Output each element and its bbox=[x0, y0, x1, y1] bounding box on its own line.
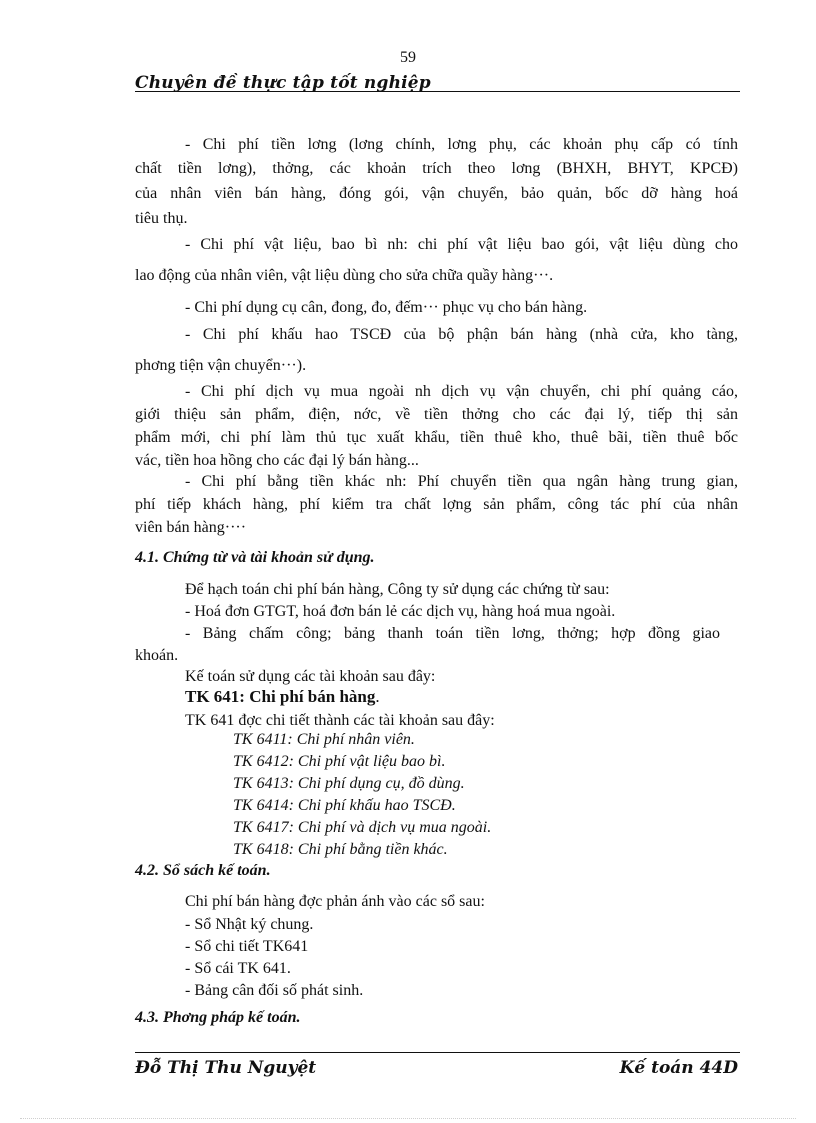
page-edge-dots bbox=[20, 1118, 796, 1119]
section-heading: 4.3. Phơng pháp kế toán. bbox=[135, 1009, 301, 1026]
list-item: - Sổ Nhật ký chung. bbox=[185, 916, 314, 933]
footer-divider bbox=[135, 1052, 740, 1053]
header-title: Chuyên đề thực tập tốt nghiệp bbox=[135, 73, 431, 93]
paragraph-line: tiêu thụ. bbox=[135, 210, 188, 227]
footer-author: Đỗ Thị Thu Nguyệt bbox=[135, 1058, 317, 1078]
footer-class: Kế toán 44D bbox=[619, 1058, 738, 1078]
paragraph-line: - Chi phí vật liệu, bao bì nh: chi phí vật liệu bao gói, vật liệu dùng cho bbox=[185, 236, 738, 253]
section-heading: 4.2. Sổ sách kế toán. bbox=[135, 862, 271, 879]
paragraph-line: - Bảng chấm công; bảng thanh toán tiền lơng, thởng; hợp đồng giao bbox=[185, 625, 720, 642]
paragraph-line: giới thiệu sản phẩm, điện, nớc, về tiền thởng cho các đại lý, tiếp thị sản bbox=[135, 406, 738, 423]
paragraph-line: - Chi phí dịch vụ mua ngoài nh dịch vụ vận chuyển, chi phí quảng cáo, bbox=[185, 383, 738, 400]
account-item: TK 6418: Chi phí bằng tiền khác. bbox=[233, 841, 448, 858]
paragraph-line: - Hoá đơn GTGT, hoá đơn bán lẻ các dịch vụ, hàng hoá mua ngoài. bbox=[185, 603, 616, 620]
page-number: 59 bbox=[400, 49, 416, 66]
paragraph-line: phẩm mới, chi phí làm thủ tục xuất khẩu, tiền thuê kho, thuê bãi, tiền thuê bốc bbox=[135, 429, 738, 446]
paragraph-line: Kế toán sử dụng các tài khoản sau đây: bbox=[185, 668, 436, 685]
list-item: - Sổ cái TK 641. bbox=[185, 960, 291, 977]
paragraph-line: Chi phí bán hàng đợc phản ánh vào các sổ sau: bbox=[185, 893, 485, 910]
section-heading: 4.1. Chứng từ và tài khoản sử dụng. bbox=[135, 549, 375, 566]
paragraph-line: vác, tiền hoa hồng cho các đại lý bán hàng... bbox=[135, 452, 419, 469]
list-item: - Bảng cân đối số phát sinh. bbox=[185, 982, 364, 999]
account-item: TK 6411: Chi phí nhân viên. bbox=[233, 731, 415, 748]
paragraph-line: Để hạch toán chi phí bán hàng, Công ty sử dụng các chứng từ sau: bbox=[185, 581, 610, 598]
paragraph-line: phơng tiện vận chuyển···). bbox=[135, 357, 307, 374]
paragraph-line: lao động của nhân viên, vật liệu dùng cho sửa chữa quầy hàng···. bbox=[135, 267, 554, 284]
account-item: TK 6414: Chi phí khấu hao TSCĐ. bbox=[233, 797, 456, 814]
paragraph-line: viên bán hàng···· bbox=[135, 519, 247, 536]
account-title: TK 641: Chi phí bán hàng. bbox=[185, 687, 380, 706]
paragraph-line: chất tiền lơng), thởng, các khoản trích theo lơng (BHXH, BHYT, KPCĐ) bbox=[135, 160, 738, 177]
paragraph-line: khoán. bbox=[135, 647, 179, 664]
header-divider bbox=[135, 91, 740, 92]
paragraph-line: phí tiếp khách hàng, phí kiểm tra chất lợng sản phẩm, công tác phí của nhân bbox=[135, 496, 738, 513]
account-item: TK 6412: Chi phí vật liệu bao bì. bbox=[233, 753, 446, 770]
paragraph-line: TK 641 đợc chi tiết thành các tài khoản sau đây: bbox=[185, 712, 495, 729]
account-item: TK 6413: Chi phí dụng cụ, đồ dùng. bbox=[233, 775, 465, 792]
paragraph-line: - Chi phí dụng cụ cân, đong, đo, đếm··· phục vụ cho bán hàng. bbox=[185, 299, 588, 316]
paragraph-line: - Chi phí khấu hao TSCĐ của bộ phận bán hàng (nhà cửa, kho tàng, bbox=[185, 326, 738, 343]
account-item: TK 6417: Chi phí và dịch vụ mua ngoài. bbox=[233, 819, 492, 836]
paragraph-line: - Chi phí bằng tiền khác nh: Phí chuyển tiền qua ngân hàng trung gian, bbox=[185, 473, 738, 490]
list-item: - Sổ chi tiết TK641 bbox=[185, 938, 309, 955]
paragraph-line: - Chi phí tiền lơng (lơng chính, lơng phụ, các khoản phụ cấp có tính bbox=[185, 136, 738, 153]
paragraph-line: của nhân viên bán hàng, đóng gói, vận chuyển, bảo quản, bốc dỡ hàng hoá bbox=[135, 185, 738, 202]
